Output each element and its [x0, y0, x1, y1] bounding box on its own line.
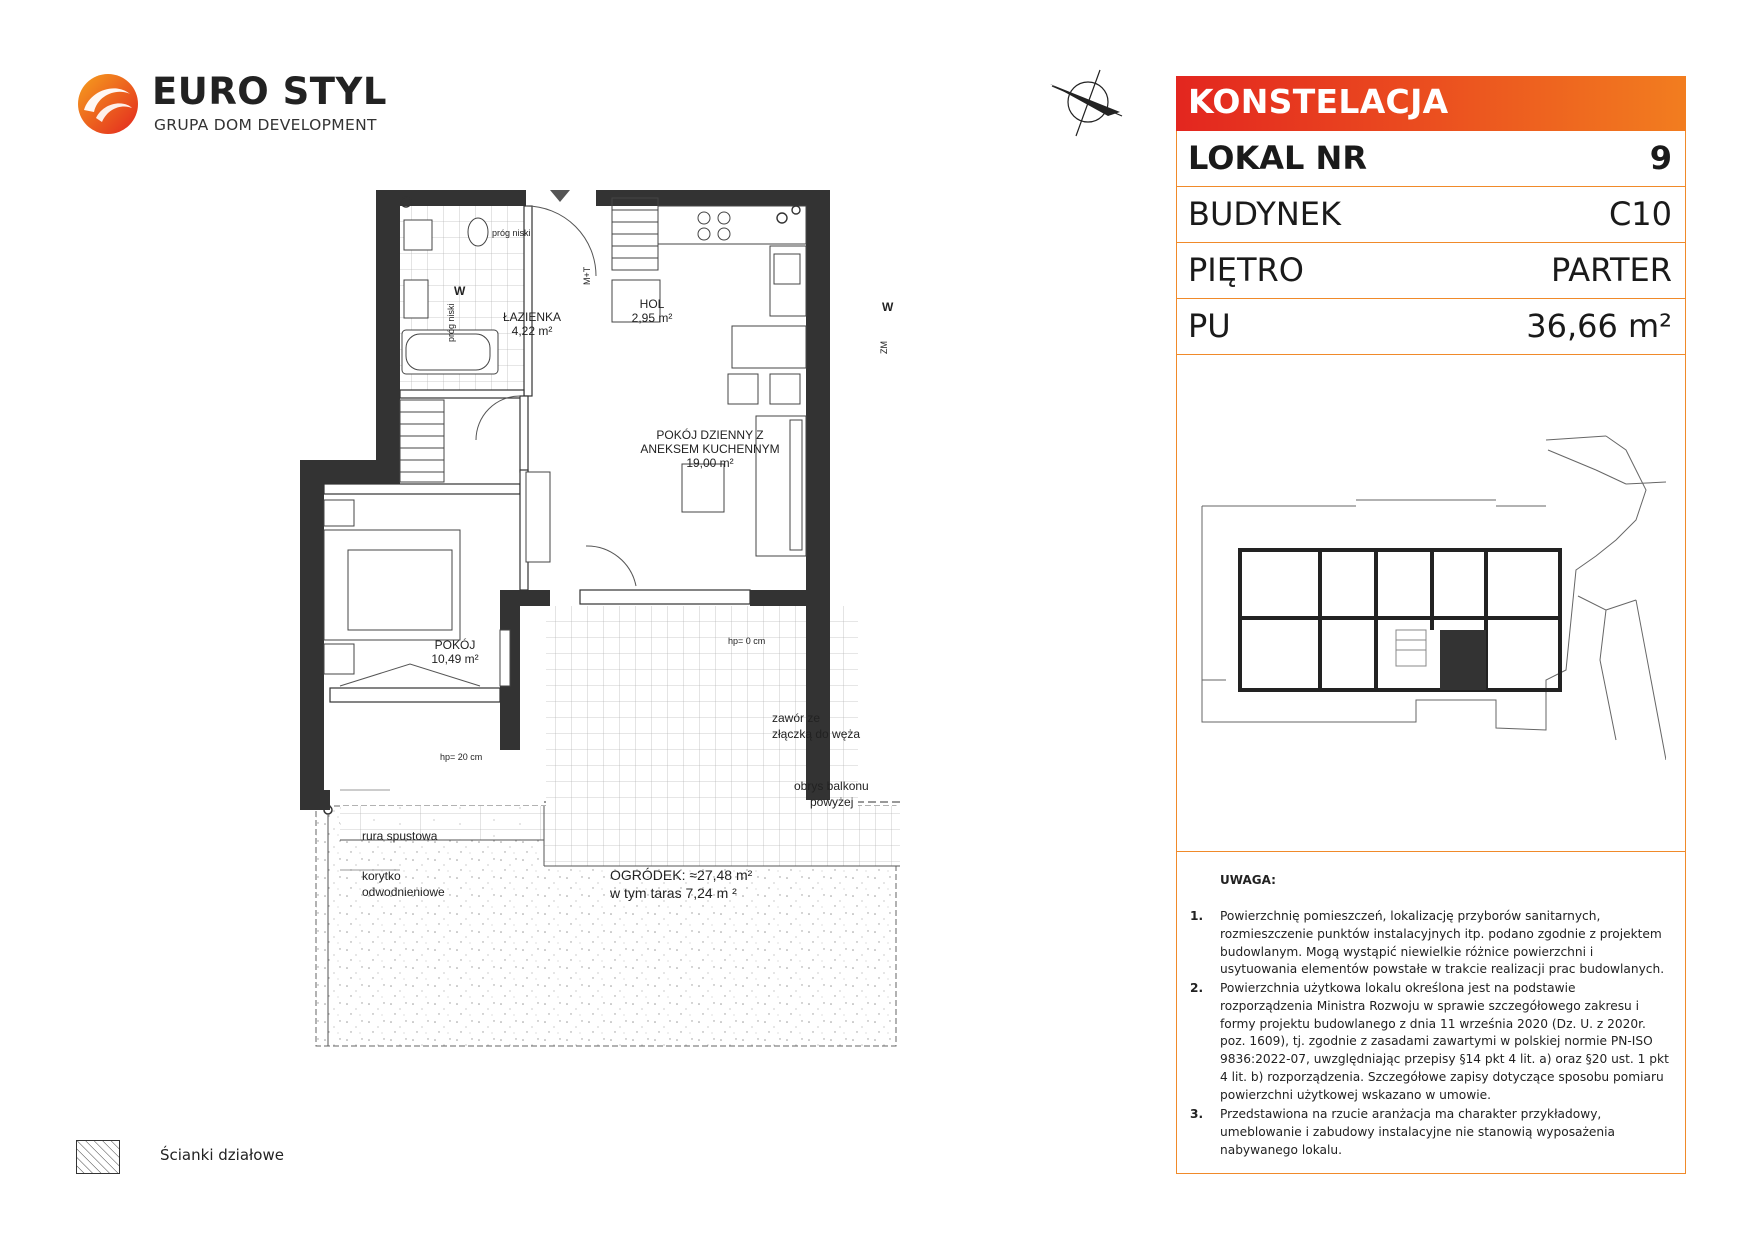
meter-label: ZM [879, 341, 889, 354]
balcony-outline-note [794, 778, 869, 810]
note-text: Przedstawiona na rzucie aranżacja ma charakter przykładowy, umeblowanie i zabudowy instalacyjne nie stanowią wyposażenia nabywanego lokalu. [1220, 1107, 1616, 1157]
brand-name: EURO STYL [152, 70, 387, 113]
row-lokal [1176, 131, 1686, 187]
project-name: KONSTELACJA [1188, 82, 1449, 121]
room-area: 2,95 m² [631, 311, 673, 325]
valve-note [772, 710, 860, 742]
threshold-height-label: hp= 0 cm [728, 636, 766, 646]
water-label: W [454, 284, 466, 298]
row-value: PARTER [1550, 251, 1672, 289]
note-number: 3. [1190, 1107, 1204, 1121]
note-number: 1. [1190, 909, 1204, 923]
drain-note-line: odwodnieniowe [362, 885, 445, 899]
balcony-note-line: obrys balkonu [794, 779, 869, 793]
note-item [1190, 1106, 1670, 1160]
hatch-swatch-icon [76, 1140, 120, 1174]
row-label: LOKAL NR [1188, 139, 1367, 177]
room-area: 4,22 m² [511, 324, 553, 338]
room-name-line2: ANEKSEM KUCHENNYM [640, 442, 780, 456]
row-label: PIĘTRO [1188, 251, 1304, 289]
garden-label [610, 866, 752, 902]
floor-plan [300, 190, 940, 1060]
threshold-label: próg niski [446, 303, 456, 342]
north-arrow-icon [1046, 66, 1126, 140]
room-area: 19,00 m² [686, 456, 734, 470]
row-label: BUDYNEK [1188, 195, 1341, 233]
garden-area: OGRÓDEK: ≈27,48 m² [610, 867, 753, 883]
threshold-label: próg niski [492, 228, 531, 238]
drain-note-line: korytko [362, 869, 401, 883]
room-label-bathroom [492, 310, 572, 338]
row-value: 9 [1649, 139, 1672, 177]
valve-note-line: zawór ze [772, 711, 821, 725]
room-label-bedroom [415, 638, 495, 666]
note-text: Powierzchnię pomieszczeń, lokalizację przyborów sanitarnych, rozmieszczenie punktów instalacyjnych itp. podano zgodnie z projektem budowlanym. Mogą wystąpić niewielkie różnice powierzchni i usytuowania elementów powstałe w trakcie realizacji prac budowlanych. [1220, 909, 1665, 977]
note-number: 2. [1190, 981, 1204, 995]
room-label-living [630, 428, 790, 470]
downpipe-note: rura spustowa [362, 829, 438, 843]
row-value: C10 [1608, 195, 1672, 233]
water-label: W [882, 300, 894, 314]
note-item [1190, 908, 1670, 980]
brand-subtitle: GRUPA DOM DEVELOPMENT [154, 116, 377, 134]
row-pietro [1176, 243, 1686, 299]
balcony-note-line: powyżej [810, 795, 854, 809]
note-item [1190, 980, 1670, 1106]
room-name: POKÓJ DZIENNY Z [656, 428, 764, 442]
note-text: Powierzchnia użytkowa lokalu określona jest na podstawie rozporządzenia Ministra Rozwoju w sprawie szczegółowego zakresu i formy projektu budowlanego z dnia 11 września 2020 (Dz. U. z 2020r. poz. 1609), tj. zgodnie z zasadami zawartymi w polskiej normie PN-ISO 9836:2022-07, uwzględniając przepisy §14 pkt 4 lit. a) oraz §20 ust. 1 pkt 4 lit. b) rozporządzenia. Szczegółowe zapisy dotyczące sposobu pomiaru powierzchni użytkowej wskazano w umowie. [1220, 981, 1669, 1102]
room-name: ŁAZIENKA [502, 310, 562, 324]
row-pu [1176, 299, 1686, 355]
notes-separator [1176, 851, 1686, 852]
notes-title: UWAGA: [1220, 873, 1276, 887]
room-name: HOL [639, 297, 665, 311]
terrace-area: w tym taras 7,24 m ² [610, 885, 737, 901]
room-name: POKÓJ [434, 638, 476, 652]
key-plan [1196, 430, 1666, 760]
row-value: 36,66 m² [1526, 307, 1672, 345]
euro-styl-logo-icon [76, 72, 140, 136]
legend-label: Ścianki działowe [160, 1146, 284, 1164]
media-label: M+T [582, 266, 592, 285]
row-budynek [1176, 187, 1686, 243]
row-label: PU [1188, 307, 1231, 345]
threshold-height-label: hp= 20 cm [440, 752, 483, 762]
valve-note-line: złączką do węża [772, 727, 861, 741]
room-area: 10,49 m² [431, 652, 479, 666]
drain-note [362, 868, 445, 900]
room-label-hall [622, 297, 682, 325]
